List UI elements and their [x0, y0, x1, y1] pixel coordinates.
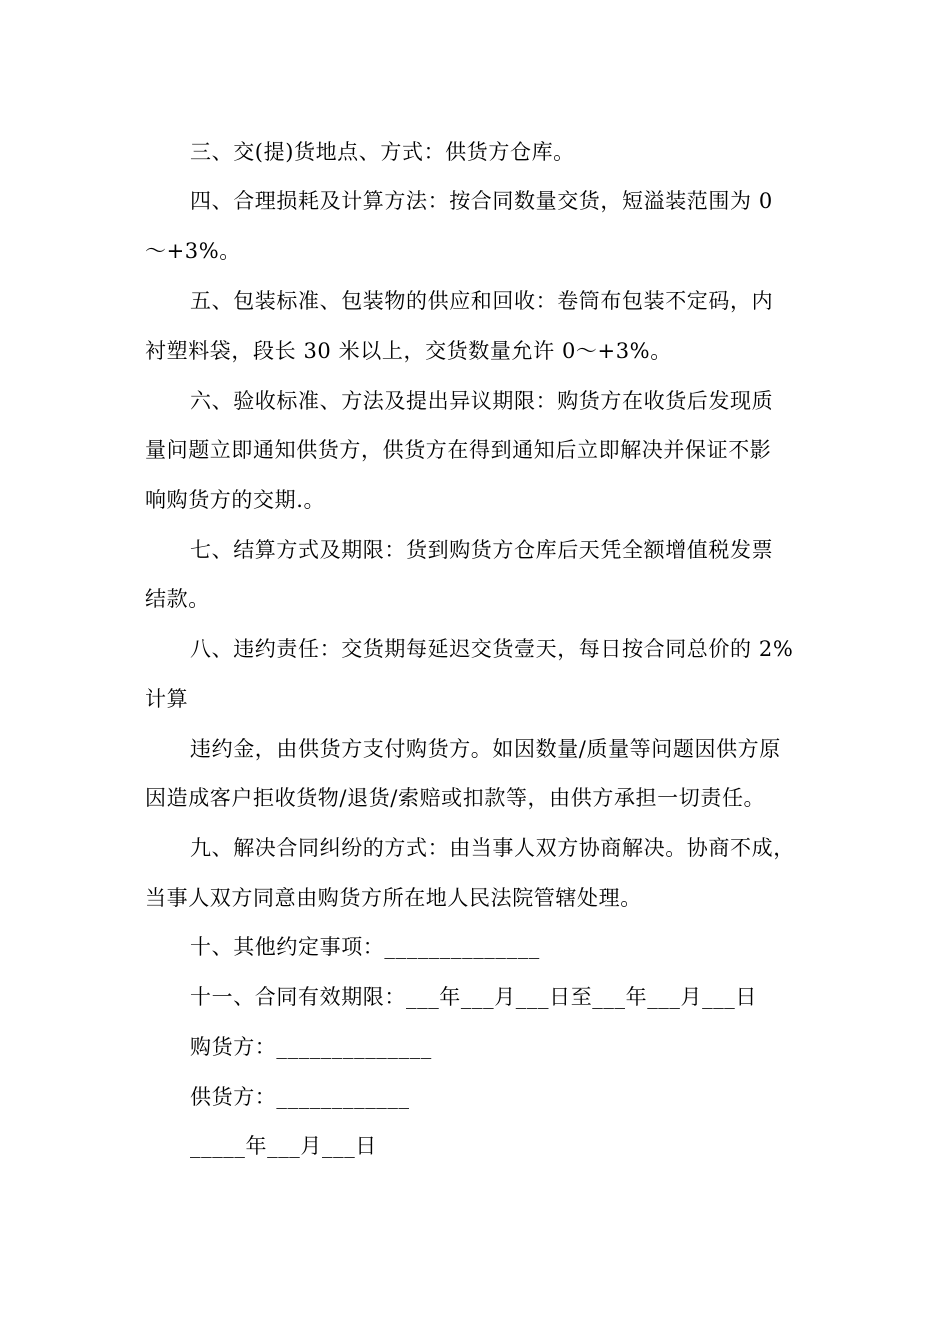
clause-8-line-3: 违约金，由供货方支付购货方。如因数量/质量等问题因供方原 [190, 737, 781, 761]
clause-9-line-1: 九、解决合同纠纷的方式：由当事人双方协商解决。协商不成， [190, 836, 795, 860]
clause-6-line-2: 量问题立即通知供货方，供货方在得到通知后立即解决并保证不影 [145, 438, 772, 462]
supplier-signature-line: 供货方：____________ [190, 1085, 410, 1109]
clause-3-line-1: 三、交(提)货地点、方式：供货方仓库。 [190, 140, 575, 164]
clause-9-line-2: 当事人双方同意由购货方所在地人民法院管辖处理。 [145, 886, 642, 910]
clause-4-line-2: ～+3%。 [145, 239, 241, 263]
buyer-signature-line: 购货方：______________ [190, 1035, 432, 1059]
signature-date-line: _____年___月___日 [190, 1134, 377, 1158]
clause-5-line-2: 衬塑料袋，段长 30 米以上，交货数量允许 0～+3%。 [145, 339, 672, 363]
clause-11-line-1: 十一、合同有效期限：___年___月___日至___年___月___日 [190, 985, 757, 1009]
clause-8-line-2: 计算 [145, 687, 189, 711]
clause-4-line-1: 四、合理损耗及计算方法：按合同数量交货，短溢装范围为 0 [190, 189, 773, 213]
clause-7-line-1: 七、结算方式及期限：货到购货方仓库后天凭全额增值税发票 [190, 538, 774, 562]
clause-6-line-1: 六、验收标准、方法及提出异议期限：购货方在收货后发现质 [190, 389, 774, 413]
clause-8-line-4: 因造成客户拒收货物/退货/索赔或扣款等，由供方承担一切责任。 [145, 786, 766, 810]
clause-7-line-2: 结款。 [145, 587, 210, 611]
clause-6-line-3: 响购货方的交期.。 [145, 488, 326, 512]
clause-8-line-1: 八、违约责任：交货期每延迟交货壹天，每日按合同总价的 2% [190, 637, 794, 661]
clause-5-line-1: 五、包装标准、包装物的供应和回收：卷筒布包装不定码，内 [190, 289, 774, 313]
clause-10-line-1: 十、其他约定事项：______________ [190, 935, 540, 959]
